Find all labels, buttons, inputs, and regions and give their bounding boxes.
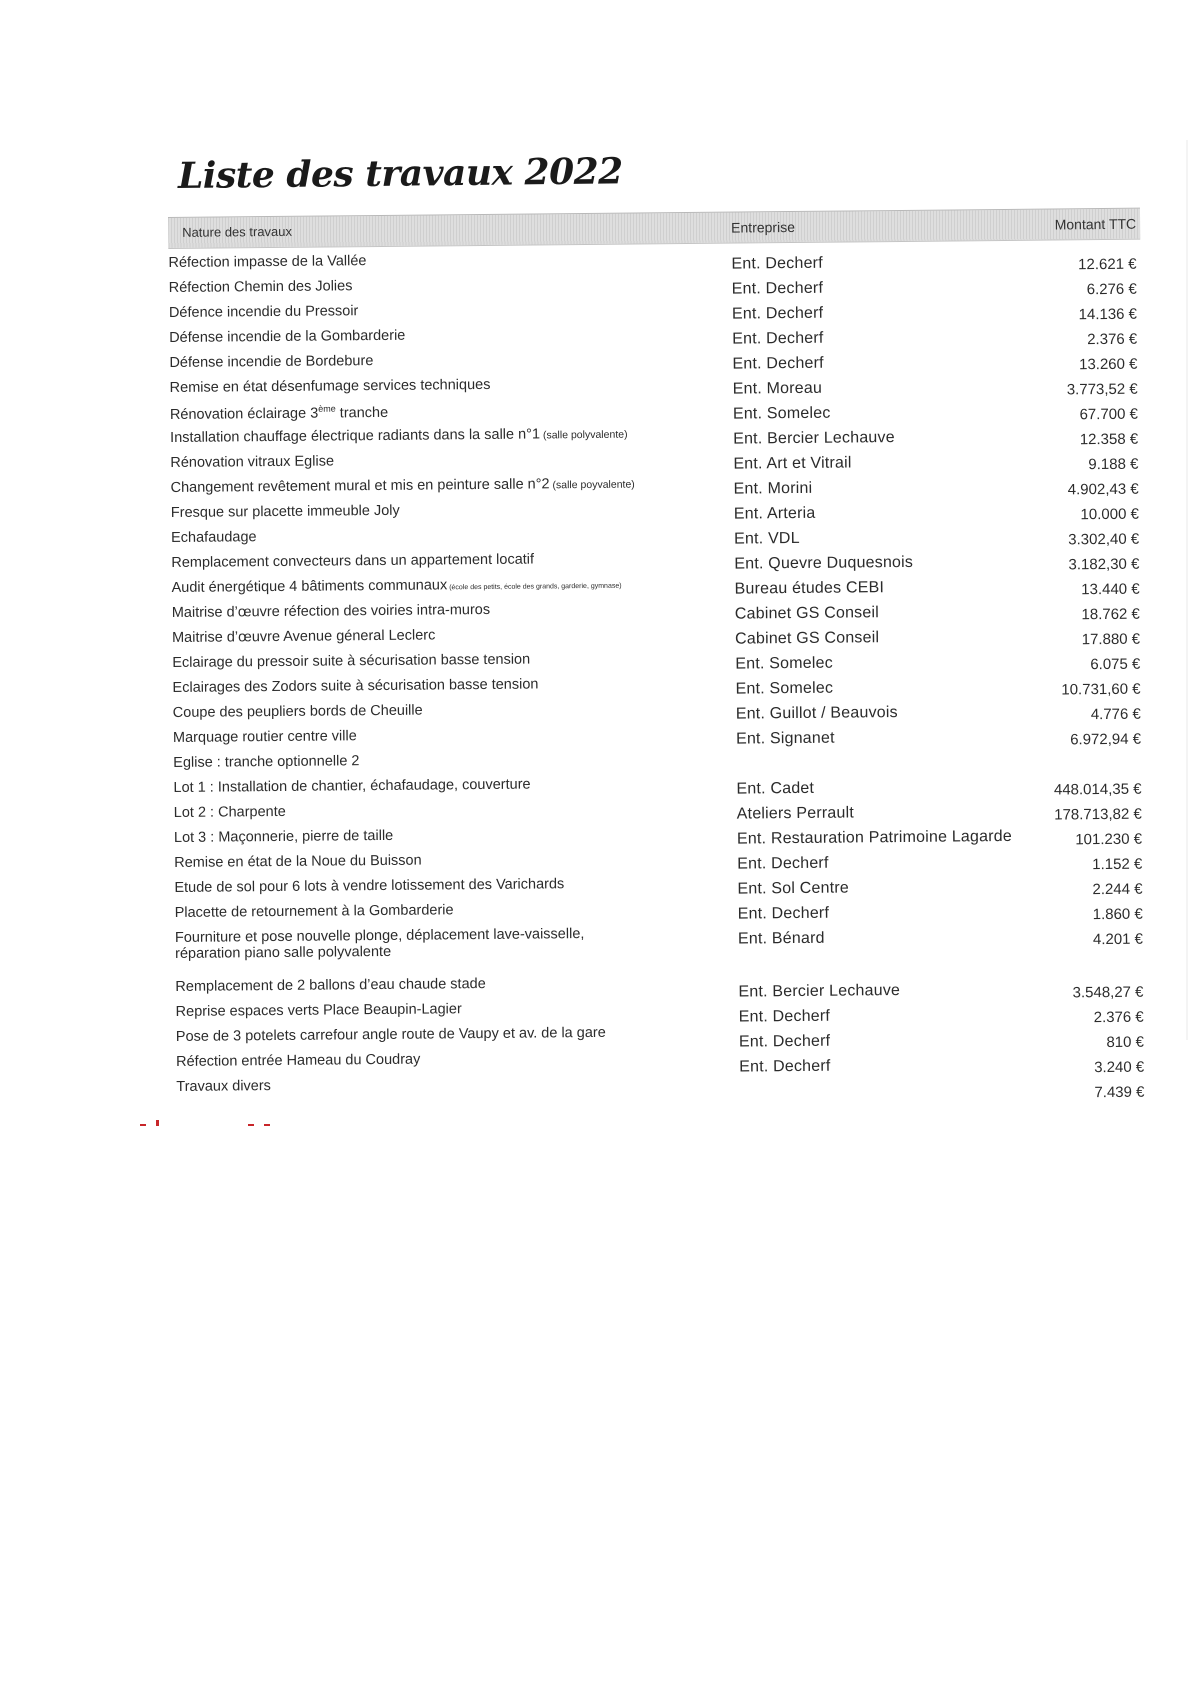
nature-text: Défense incendie de Bordebure: [169, 353, 374, 371]
row-11-entreprise: Ent. Arteria: [733, 504, 816, 523]
row-2-entreprise: Ent. Decherf: [731, 279, 824, 298]
row-20-montant: 6.972,94 €: [1070, 730, 1142, 749]
row-7-nature: [170, 403, 388, 423]
row-28-montant: 4.201 €: [1092, 930, 1144, 949]
row-31-montant: 810 €: [1106, 1033, 1145, 1052]
row-31-nature: [176, 1025, 606, 1045]
nature-text: Pose de 3 potelets carrefour angle route de Vaupy et av. de la gare: [175, 1024, 606, 1045]
row-33-montant: 7.439 €: [1094, 1083, 1145, 1102]
row-18-entreprise: Ent. Somelec: [735, 679, 834, 698]
row-24-entreprise: Ent. Restauration Patrimoine Lagarde: [736, 827, 1012, 848]
row-29-montant: 3.548,27 €: [1072, 983, 1144, 1002]
nature-text: Remplacement de 2 ballons d’eau chaude stade: [175, 975, 486, 995]
row-14-montant: 13.440 €: [1081, 580, 1140, 599]
row-14-entreprise: Bureau études CEBI: [734, 579, 885, 598]
row-27-nature: [175, 902, 454, 921]
nature-text: Défence incendie du Pressoir: [168, 303, 359, 321]
row-10-nature: [171, 476, 635, 496]
row-23-montant: 178.713,82 €: [1054, 805, 1142, 824]
nature-text: Remise en état de la Noue du Buisson: [174, 852, 422, 871]
nature-note: (salle polyvalente): [539, 428, 628, 442]
row-6-nature: [170, 377, 491, 396]
nature-text: Changement revêtement mural et mis en peinture salle n°2: [170, 476, 550, 496]
row-24-nature: [174, 828, 393, 846]
row-7-montant: 67.700 €: [1079, 405, 1139, 424]
nature-text: Réfection impasse de la Vallée: [168, 253, 367, 271]
row-15-montant: 18.762 €: [1081, 605, 1140, 624]
row-28-entreprise: Ent. Bénard: [737, 929, 825, 948]
row-18-montant: 10.731,60 €: [1061, 680, 1141, 699]
row-28-nature: [175, 926, 585, 962]
row-5-montant: 13.260 €: [1078, 355, 1138, 374]
nature-text: Lot 2 : Charpente: [173, 803, 286, 821]
row-12-nature: [171, 529, 257, 546]
row-13-montant: 3.182,30 €: [1068, 555, 1140, 574]
row-6-entreprise: Ent. Moreau: [732, 379, 823, 398]
row-8-nature: [170, 426, 628, 446]
nature-text: Lot 1 : Installation de chantier, échafaudage, couverture: [173, 776, 531, 796]
row-13-entreprise: Ent. Quevre Duquesnois: [734, 553, 914, 573]
row-20-entreprise: Ent. Signanet: [735, 729, 835, 748]
row-15-entreprise: Cabinet GS Conseil: [734, 604, 880, 623]
nature-text: Rénovation éclairage 3ème tranche: [169, 403, 389, 423]
nature-text: Réfection Chemin des Jolies: [168, 278, 353, 296]
row-17-montant: 6.075 €: [1090, 655, 1141, 674]
nature-note: (salle poyvalente): [549, 478, 635, 492]
row-10-montant: 4.902,43 €: [1067, 480, 1139, 499]
row-2-nature: [169, 278, 353, 296]
nature-text: Travaux divers: [176, 1078, 271, 1095]
row-9-entreprise: Ent. Art et Vitrail: [733, 454, 852, 473]
nature-text: Etude de sol pour 6 lots à vendre lotissement des Varichards: [174, 876, 565, 896]
row-3-nature: [169, 303, 359, 321]
row-6-montant: 3.773,52 €: [1066, 380, 1138, 399]
row-26-nature: [174, 876, 564, 896]
nature-text: Maitrise d’œuvre Avenue géneral Leclerc: [171, 627, 436, 646]
row-33-nature: [176, 1078, 271, 1095]
works-table: [168, 208, 1148, 1102]
row-19-nature: [173, 703, 423, 721]
row-12-montant: 3.302,40 €: [1068, 530, 1140, 549]
row-16-nature: [172, 627, 435, 646]
row-3-entreprise: Ent. Decherf: [731, 304, 824, 323]
row-5-nature: [169, 353, 373, 371]
row-16-entreprise: Cabinet GS Conseil: [734, 629, 880, 648]
row-32-nature: [176, 1052, 420, 1070]
row-20-nature: [173, 728, 357, 746]
row-4-entreprise: Ent. Decherf: [732, 329, 824, 348]
row-19-montant: 4.776 €: [1090, 705, 1141, 724]
row-25-montant: 1.152 €: [1092, 855, 1143, 874]
row-8-montant: 12.358 €: [1079, 430, 1139, 449]
row-16-montant: 17.880 €: [1081, 630, 1141, 649]
row-17-nature: [172, 652, 530, 671]
row-8-entreprise: Ent. Bercier Lechauve: [733, 429, 895, 448]
row-5-entreprise: Ent. Decherf: [732, 354, 824, 373]
row-12-entreprise: Ent. VDL: [734, 529, 800, 548]
row-30-montant: 2.376 €: [1093, 1008, 1144, 1027]
row-9-nature: [170, 453, 334, 471]
row-32-montant: 3.240 €: [1094, 1058, 1145, 1077]
row-26-entreprise: Ent. Sol Centre: [737, 879, 850, 898]
column-header-entreprise: Entreprise: [731, 218, 796, 236]
row-25-nature: [174, 853, 422, 871]
row-31-entreprise: Ent. Decherf: [738, 1032, 831, 1051]
column-header-nature: Nature des travaux: [182, 223, 293, 240]
row-1-entreprise: Ent. Decherf: [731, 254, 823, 273]
row-3-montant: 14.136 €: [1078, 305, 1138, 324]
row-4-nature: [169, 328, 405, 346]
nature-note: (école des petits, école des grands, garderie, gymnase): [447, 582, 622, 592]
row-23-entreprise: Ateliers Perrault: [736, 804, 855, 823]
row-13-nature: [171, 552, 534, 571]
row-30-nature: [176, 1001, 462, 1020]
nature-line2: réparation piano salle polyvalente: [174, 943, 392, 962]
row-11-nature: [171, 503, 400, 521]
nature-text: Remise en état désenfumage services techniques: [169, 376, 491, 396]
row-27-entreprise: Ent. Decherf: [737, 904, 830, 923]
row-24-montant: 101.230 €: [1075, 830, 1143, 849]
nature-text: Reprise espaces verts Place Beaupin-Lagier: [175, 1001, 462, 1020]
nature-text: Eclairages des Zodors suite à sécurisation basse tension: [172, 676, 539, 696]
nature-text: Réfection entrée Hameau du Coudray: [176, 1051, 421, 1070]
scan-edge: [1186, 140, 1188, 1040]
nature-text: Coupe des peupliers bords de Cheuille: [172, 702, 423, 721]
nature-text: Eclairage du pressoir suite à sécurisation basse tension: [172, 651, 531, 671]
row-21-nature: [173, 753, 359, 771]
nature-text: Eglise : tranche optionnelle 2: [173, 753, 360, 771]
row-1-montant: 12.621 €: [1078, 255, 1137, 274]
row-23-nature: [174, 804, 286, 821]
row-4-montant: 2.376 €: [1087, 330, 1138, 349]
nature-text: Audit énergétique 4 bâtiments communaux: [171, 577, 448, 596]
row-27-montant: 1.860 €: [1092, 905, 1143, 924]
row-7-entreprise: Ent. Somelec: [732, 404, 831, 423]
row-1-nature: [168, 253, 366, 271]
row-14-nature: [171, 576, 621, 596]
row-22-montant: 448.014,35 €: [1053, 780, 1142, 799]
row-9-montant: 9.188 €: [1088, 455, 1139, 474]
row-22-entreprise: Ent. Cadet: [736, 779, 815, 798]
nature-text: Echafaudage: [171, 529, 257, 546]
nature-text: Marquage routier centre ville: [172, 728, 357, 746]
nature-text: Défense incendie de la Gombarderie: [169, 327, 406, 346]
nature-text: Fourniture et pose nouvelle plonge, déplacement lave-vaisselle,: [174, 926, 585, 946]
row-29-nature: [175, 976, 485, 995]
page-edge-marks: [140, 1120, 290, 1128]
nature-text: Fresque sur placette immeuble Joly: [170, 502, 400, 521]
row-32-entreprise: Ent. Decherf: [739, 1057, 831, 1076]
row-29-entreprise: Ent. Bercier Lechauve: [738, 982, 901, 1001]
nature-text: Lot 3 : Maçonnerie, pierre de taille: [173, 827, 394, 846]
nature-text: Maitrise d’œuvre réfection des voiries intra-muros: [171, 601, 491, 621]
page-title: Liste des travaux 2022: [177, 150, 623, 197]
row-11-montant: 10.000 €: [1080, 505, 1139, 524]
row-17-entreprise: Ent. Somelec: [735, 654, 833, 673]
row-18-nature: [172, 676, 538, 696]
row-30-entreprise: Ent. Decherf: [738, 1007, 831, 1026]
row-10-entreprise: Ent. Morini: [733, 479, 813, 498]
table-body: [168, 240, 1148, 1102]
row-19-entreprise: Ent. Guillot / Beauvois: [735, 704, 898, 723]
nature-text: Placette de retournement à la Gombarderie: [174, 902, 454, 921]
row-26-montant: 2.244 €: [1092, 880, 1143, 899]
nature-text: Rénovation vitraux Eglise: [170, 453, 335, 471]
row-15-nature: [172, 602, 490, 621]
row-22-nature: [173, 777, 530, 796]
nature-text: Installation chauffage électrique radiants dans la salle n°1: [170, 426, 541, 446]
row-25-entreprise: Ent. Decherf: [737, 854, 829, 873]
nature-text: Remplacement convecteurs dans un appartement locatif: [171, 551, 535, 571]
row-2-montant: 6.276 €: [1086, 280, 1137, 299]
column-header-montant: Montant TTC: [1054, 215, 1137, 233]
